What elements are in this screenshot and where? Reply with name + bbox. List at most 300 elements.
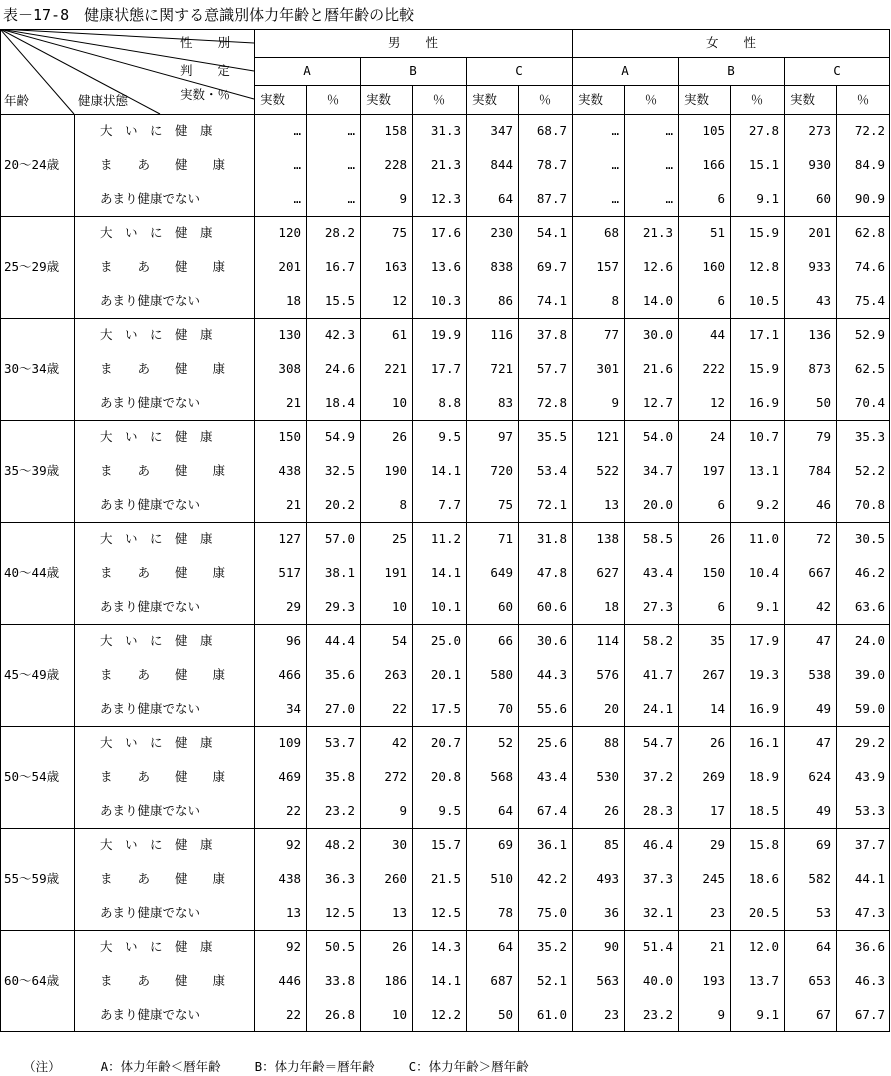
percent-value: 16.9 [748, 395, 779, 410]
percent-value: 75.0 [536, 905, 567, 920]
percent-value: 14.0 [642, 293, 673, 308]
count-value: 933 [808, 259, 831, 274]
count-value: 624 [808, 769, 831, 784]
count-value: 201 [278, 259, 301, 274]
count-value: 22 [285, 1007, 301, 1022]
percent-value: 8.8 [438, 395, 461, 410]
count-value: 568 [490, 769, 513, 784]
count-value: 53 [815, 905, 831, 920]
count-value: 68 [603, 225, 619, 240]
age-group-label: 50～54歳 [4, 769, 60, 784]
percent-value: 9.1 [756, 599, 779, 614]
percent-value: 69.7 [536, 259, 567, 274]
note-label: （注） [23, 1059, 61, 1074]
percent-value: 55.6 [536, 701, 567, 716]
count-value: 150 [278, 429, 301, 444]
health-state-label: ま あ 健 康 [100, 259, 226, 274]
percent-value: 30.0 [642, 327, 673, 342]
header-group-b: B [409, 63, 417, 78]
header-age-label: 年齢 [4, 93, 30, 108]
count-value: 6 [717, 599, 725, 614]
header-pct-label: ％ [538, 92, 552, 107]
percent-value: 13.1 [748, 463, 779, 478]
count-value: 191 [384, 565, 407, 580]
percent-value: … [347, 157, 355, 172]
count-value: 186 [384, 973, 407, 988]
count-value: 10 [391, 1007, 407, 1022]
count-value: 510 [490, 871, 513, 886]
percent-value: 38.1 [324, 565, 355, 580]
count-value: 78 [497, 905, 513, 920]
count-value: 6 [717, 293, 725, 308]
percent-value: 44.4 [324, 633, 355, 648]
percent-value: 9.1 [756, 191, 779, 206]
count-value: 44 [709, 327, 725, 342]
count-value: 582 [808, 871, 831, 886]
percent-value: 11.2 [430, 531, 461, 546]
count-value: 54 [391, 633, 407, 648]
percent-value: 74.6 [854, 259, 885, 274]
count-value: 6 [717, 191, 725, 206]
count-value: 49 [815, 701, 831, 716]
count-value: 222 [702, 361, 725, 376]
header-count-label: 実数 [366, 92, 392, 107]
count-value: 136 [808, 327, 831, 342]
percent-value: 47.3 [854, 905, 885, 920]
count-value: 9 [717, 1007, 725, 1022]
health-state-label: あまり健康でない [100, 599, 201, 614]
percent-value: 20.7 [430, 735, 461, 750]
count-value: 9 [399, 191, 407, 206]
health-state-label: ま あ 健 康 [100, 565, 226, 580]
percent-value: 46.2 [854, 565, 885, 580]
health-state-label: あまり健康でない [100, 497, 201, 512]
count-value: 52 [497, 735, 513, 750]
percent-value: 35.5 [536, 429, 567, 444]
percent-value: 28.2 [324, 225, 355, 240]
count-value: 127 [278, 531, 301, 546]
count-value: 201 [808, 225, 831, 240]
percent-value: 54.0 [642, 429, 673, 444]
percent-value: 18.5 [748, 803, 779, 818]
percent-value: 34.7 [642, 463, 673, 478]
percent-value: 44.1 [854, 871, 885, 886]
percent-value: 90.9 [854, 191, 885, 206]
comparison-table [0, 29, 890, 1033]
count-value: 269 [702, 769, 725, 784]
count-value: 721 [490, 361, 513, 376]
percent-value: 29.3 [324, 599, 355, 614]
count-value: … [611, 123, 619, 138]
percent-value: 54.9 [324, 429, 355, 444]
percent-value: 30.5 [854, 531, 885, 546]
health-state-label: 大 い に 健 康 [100, 123, 213, 138]
percent-value: 24.0 [854, 633, 885, 648]
percent-value: 50.5 [324, 939, 355, 954]
count-value: 197 [702, 463, 725, 478]
count-value: 116 [490, 327, 513, 342]
percent-value: 46.4 [642, 837, 673, 852]
percent-value: 9.5 [438, 803, 461, 818]
percent-value: 58.2 [642, 633, 673, 648]
percent-value: 35.2 [536, 939, 567, 954]
percent-value: 20.1 [430, 667, 461, 682]
count-value: 158 [384, 123, 407, 138]
count-value: … [611, 157, 619, 172]
percent-value: 58.5 [642, 531, 673, 546]
percent-value: 10.1 [430, 599, 461, 614]
count-value: 109 [278, 735, 301, 750]
count-value: 18 [603, 599, 619, 614]
health-state-label: 大 い に 健 康 [100, 735, 213, 750]
count-value: 14 [709, 701, 725, 716]
percent-value: 7.7 [438, 497, 461, 512]
percent-value: 16.7 [324, 259, 355, 274]
percent-value: 72.1 [536, 497, 567, 512]
percent-value: 15.9 [748, 225, 779, 240]
note-a: A：体力年齢＜暦年齢 [100, 1059, 221, 1074]
percent-value: 12.2 [430, 1007, 461, 1022]
count-value: 114 [596, 633, 619, 648]
count-value: 6 [717, 497, 725, 512]
count-value: 273 [808, 123, 831, 138]
count-value: 69 [497, 837, 513, 852]
count-value: 77 [603, 327, 619, 342]
count-value: 13 [285, 905, 301, 920]
count-value: 42 [391, 735, 407, 750]
percent-value: 30.6 [536, 633, 567, 648]
count-value: … [293, 191, 301, 206]
header-pct-label: ％ [432, 92, 446, 107]
header-female: 女 性 [705, 35, 756, 50]
age-group-label: 25～29歳 [4, 259, 60, 274]
percent-value: 17.9 [748, 633, 779, 648]
health-state-label: 大 い に 健 康 [100, 429, 213, 444]
percent-value: 29.2 [854, 735, 885, 750]
percent-value: 67.4 [536, 803, 567, 818]
count-value: 85 [603, 837, 619, 852]
percent-value: 9.1 [756, 1007, 779, 1022]
percent-value: 14.1 [430, 565, 461, 580]
count-value: 64 [497, 803, 513, 818]
percent-value: … [665, 157, 673, 172]
count-value: 576 [596, 667, 619, 682]
header-count-label: 実数 [790, 92, 816, 107]
count-value: 221 [384, 361, 407, 376]
count-value: 23 [603, 1007, 619, 1022]
age-group-label: 30～34歳 [4, 361, 60, 376]
percent-value: 37.7 [854, 837, 885, 852]
count-value: … [293, 123, 301, 138]
header-count-label: 実数 [472, 92, 498, 107]
header-pct-label: ％ [856, 92, 870, 107]
health-state-label: 大 い に 健 康 [100, 939, 213, 954]
count-value: 517 [278, 565, 301, 580]
header-pct-label: ％ [750, 92, 764, 107]
count-value: 51 [709, 225, 725, 240]
percent-value: 12.5 [324, 905, 355, 920]
count-value: 17 [709, 803, 725, 818]
count-value: 96 [285, 633, 301, 648]
percent-value: 36.1 [536, 837, 567, 852]
health-state-label: あまり健康でない [100, 1007, 201, 1022]
percent-value: 10.7 [748, 429, 779, 444]
percent-value: 32.5 [324, 463, 355, 478]
count-value: 30 [391, 837, 407, 852]
percent-value: 21.5 [430, 871, 461, 886]
percent-value: 12.3 [430, 191, 461, 206]
count-value: 166 [702, 157, 725, 172]
percent-value: … [347, 191, 355, 206]
count-value: 20 [603, 701, 619, 716]
percent-value: 31.8 [536, 531, 567, 546]
count-value: 438 [278, 871, 301, 886]
health-state-label: 大 い に 健 康 [100, 633, 213, 648]
count-value: 72 [815, 531, 831, 546]
percent-value: 70.4 [854, 395, 885, 410]
count-value: 26 [709, 531, 725, 546]
count-value: 50 [497, 1007, 513, 1022]
count-value: 97 [497, 429, 513, 444]
count-value: 649 [490, 565, 513, 580]
percent-value: 43.9 [854, 769, 885, 784]
percent-value: 18.6 [748, 871, 779, 886]
count-value: 47 [815, 735, 831, 750]
percent-value: 51.4 [642, 939, 673, 954]
health-state-label: ま あ 健 康 [100, 463, 226, 478]
health-state-label: あまり健康でない [100, 905, 201, 920]
count-value: 8 [611, 293, 619, 308]
count-value: 190 [384, 463, 407, 478]
count-value: 493 [596, 871, 619, 886]
percent-value: 9.2 [756, 497, 779, 512]
header-sex-label: 性 別 [180, 35, 231, 50]
count-value: 75 [497, 497, 513, 512]
count-value: 228 [384, 157, 407, 172]
percent-value: 70.8 [854, 497, 885, 512]
percent-value: 20.2 [324, 497, 355, 512]
percent-value: 74.1 [536, 293, 567, 308]
percent-value: 39.0 [854, 667, 885, 682]
count-value: 69 [815, 837, 831, 852]
percent-value: 36.3 [324, 871, 355, 886]
count-value: 23 [709, 905, 725, 920]
header-pct-label: ％ [644, 92, 658, 107]
count-value: 70 [497, 701, 513, 716]
count-value: 21 [285, 497, 301, 512]
header-group-b: B [727, 63, 735, 78]
count-value: 61 [391, 327, 407, 342]
percent-value: 20.0 [642, 497, 673, 512]
percent-value: 67.7 [854, 1007, 885, 1022]
count-value: 308 [278, 361, 301, 376]
percent-value: 61.0 [536, 1007, 567, 1022]
count-value: 522 [596, 463, 619, 478]
count-value: 21 [709, 939, 725, 954]
percent-value: 14.1 [430, 463, 461, 478]
table-note [8, 1040, 529, 1076]
count-value: 29 [285, 599, 301, 614]
count-value: 538 [808, 667, 831, 682]
count-value: 26 [709, 735, 725, 750]
count-value: 86 [497, 293, 513, 308]
count-value: 22 [391, 701, 407, 716]
percent-value: 37.3 [642, 871, 673, 886]
count-value: 60 [497, 599, 513, 614]
count-value: 9 [399, 803, 407, 818]
count-value: 150 [702, 565, 725, 580]
count-value: 60 [815, 191, 831, 206]
health-state-label: あまり健康でない [100, 803, 201, 818]
percent-value: 12.7 [642, 395, 673, 410]
health-state-label: 大 い に 健 康 [100, 225, 213, 240]
percent-value: 75.4 [854, 293, 885, 308]
count-value: 120 [278, 225, 301, 240]
percent-value: 42.3 [324, 327, 355, 342]
percent-value: 25.0 [430, 633, 461, 648]
percent-value: 15.9 [748, 361, 779, 376]
age-group-label: 35～39歳 [4, 463, 60, 478]
count-value: 67 [815, 1007, 831, 1022]
percent-value: 14.1 [430, 973, 461, 988]
percent-value: 62.8 [854, 225, 885, 240]
count-value: 43 [815, 293, 831, 308]
percent-value: 63.6 [854, 599, 885, 614]
percent-value: 37.8 [536, 327, 567, 342]
count-value: 24 [709, 429, 725, 444]
percent-value: 23.2 [642, 1007, 673, 1022]
percent-value: 12.0 [748, 939, 779, 954]
count-value: 36 [603, 905, 619, 920]
percent-value: 36.6 [854, 939, 885, 954]
percent-value: 10.3 [430, 293, 461, 308]
count-value: 22 [285, 803, 301, 818]
percent-value: 33.8 [324, 973, 355, 988]
count-value: 35 [709, 633, 725, 648]
count-value: 163 [384, 259, 407, 274]
count-value: 90 [603, 939, 619, 954]
health-state-label: ま あ 健 康 [100, 157, 226, 172]
percent-value: 35.8 [324, 769, 355, 784]
health-state-label: 大 い に 健 康 [100, 327, 213, 342]
health-state-label: あまり健康でない [100, 191, 201, 206]
percent-value: 20.8 [430, 769, 461, 784]
count-value: 8 [399, 497, 407, 512]
percent-value: 15.8 [748, 837, 779, 852]
percent-value: … [665, 191, 673, 206]
count-value: 130 [278, 327, 301, 342]
percent-value: 57.0 [324, 531, 355, 546]
percent-value: 41.7 [642, 667, 673, 682]
age-group-label: 40～44歳 [4, 565, 60, 580]
count-value: 580 [490, 667, 513, 682]
count-value: 83 [497, 395, 513, 410]
percent-value: 72.2 [854, 123, 885, 138]
count-value: 301 [596, 361, 619, 376]
percent-value: 24.6 [324, 361, 355, 376]
count-value: … [293, 157, 301, 172]
count-value: 272 [384, 769, 407, 784]
count-value: 46 [815, 497, 831, 512]
percent-value: 17.7 [430, 361, 461, 376]
percent-value: 62.5 [854, 361, 885, 376]
count-value: 12 [709, 395, 725, 410]
count-value: 50 [815, 395, 831, 410]
percent-value: 15.1 [748, 157, 779, 172]
count-value: 13 [391, 905, 407, 920]
header-pct-label: ％ [326, 92, 340, 107]
percent-value: 37.2 [642, 769, 673, 784]
percent-value: 16.1 [748, 735, 779, 750]
percent-value: 53.4 [536, 463, 567, 478]
percent-value: 20.5 [748, 905, 779, 920]
percent-value: 18.4 [324, 395, 355, 410]
percent-value: 25.6 [536, 735, 567, 750]
count-value: 47 [815, 633, 831, 648]
count-value: 193 [702, 973, 725, 988]
count-value: 34 [285, 701, 301, 716]
count-value: 667 [808, 565, 831, 580]
percent-value: 21.6 [642, 361, 673, 376]
header-male: 男 性 [387, 35, 438, 50]
percent-value: 57.7 [536, 361, 567, 376]
health-state-label: 大 い に 健 康 [100, 837, 213, 852]
count-value: 263 [384, 667, 407, 682]
percent-value: 35.6 [324, 667, 355, 682]
health-state-label: ま あ 健 康 [100, 361, 226, 376]
count-value: 42 [815, 599, 831, 614]
count-value: 12 [391, 293, 407, 308]
percent-value: 15.5 [324, 293, 355, 308]
count-value: 121 [596, 429, 619, 444]
percent-value: 43.4 [536, 769, 567, 784]
count-value: 160 [702, 259, 725, 274]
percent-value: 52.2 [854, 463, 885, 478]
count-value: 245 [702, 871, 725, 886]
percent-value: 18.9 [748, 769, 779, 784]
percent-value: 19.9 [430, 327, 461, 342]
age-group-label: 45～49歳 [4, 667, 60, 682]
percent-value: 12.6 [642, 259, 673, 274]
header-judge-label: 判 定 [180, 63, 231, 78]
percent-value: … [347, 123, 355, 138]
percent-value: 47.8 [536, 565, 567, 580]
percent-value: 13.6 [430, 259, 461, 274]
count-value: 92 [285, 837, 301, 852]
count-value: 29 [709, 837, 725, 852]
count-value: 138 [596, 531, 619, 546]
percent-value: 78.7 [536, 157, 567, 172]
percent-value: 42.2 [536, 871, 567, 886]
count-value: 18 [285, 293, 301, 308]
header-count-label: 実数 [260, 92, 286, 107]
count-value: 92 [285, 939, 301, 954]
health-state-label: 大 い に 健 康 [100, 531, 213, 546]
health-state-label: あまり健康でない [100, 293, 201, 308]
count-value: 438 [278, 463, 301, 478]
percent-value: 31.3 [430, 123, 461, 138]
percent-value: 48.2 [324, 837, 355, 852]
percent-value: 21.3 [430, 157, 461, 172]
percent-value: 17.6 [430, 225, 461, 240]
percent-value: 72.8 [536, 395, 567, 410]
percent-value: 12.8 [748, 259, 779, 274]
count-value: 563 [596, 973, 619, 988]
percent-value: 52.1 [536, 973, 567, 988]
count-value: 75 [391, 225, 407, 240]
percent-value: 87.7 [536, 191, 567, 206]
header-health-label: 健康状態 [78, 93, 129, 108]
